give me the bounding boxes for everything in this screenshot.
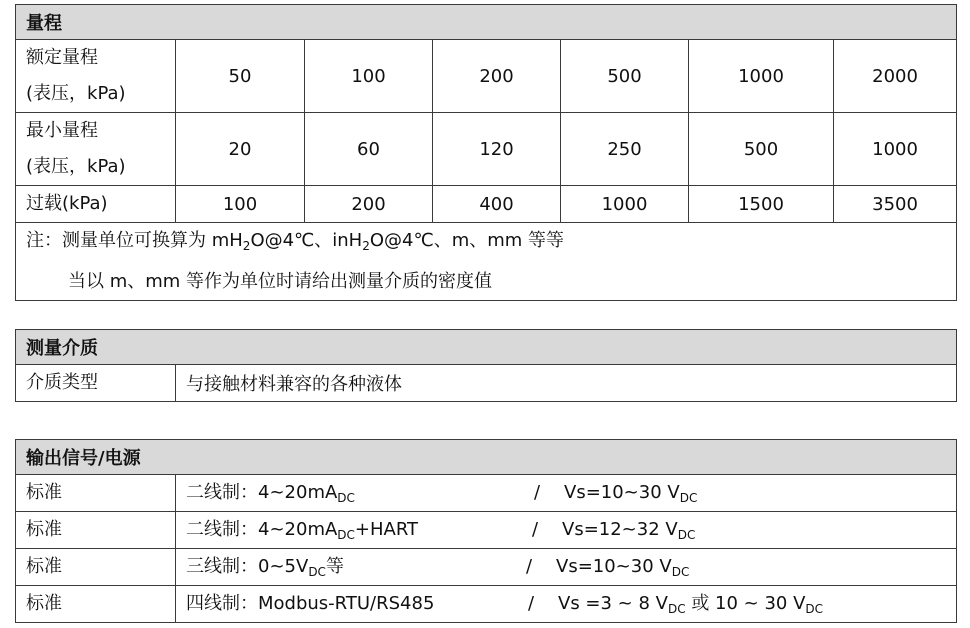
output-row-label: 标准: [16, 475, 176, 512]
min-range-value: 120: [433, 113, 561, 186]
output-row-label: 标准: [16, 512, 176, 549]
overload-value: 200: [305, 186, 433, 223]
min-range-value: 1000: [834, 113, 957, 186]
output-row-value: [176, 512, 957, 549]
supply-text: Vs=12~32 $V_{DC}$: [562, 519, 696, 542]
separator: /: [528, 593, 535, 614]
output-row-value: [176, 475, 957, 512]
overload-value: 100: [176, 186, 305, 223]
min-range-label: 最小量程 (表压，kPa): [16, 113, 176, 186]
medium-table: [15, 329, 957, 402]
signal-text: 四线制：Modbus-RTU/RS485: [186, 593, 435, 614]
min-range-value: 250: [561, 113, 689, 186]
rated-range-value: 2000: [834, 40, 957, 113]
medium-type-label: 介质类型: [16, 365, 176, 402]
medium-type-value: 与接触材料兼容的各种液体: [176, 365, 957, 402]
rated-range-value: 100: [305, 40, 433, 113]
range-note: 注：测量单位可换算为 $mH_2O@4℃$、inH$_2$O@4℃、m、mm 等等 当以 m、mm 等作为单位时请给出测量介质的密度值: [16, 223, 957, 301]
overload-value: 1000: [561, 186, 689, 223]
supply-text: Vs=10~30 $V_{DC}$: [556, 556, 690, 579]
output-table: [15, 439, 957, 623]
min-range-value: 500: [689, 113, 834, 186]
min-range-value: 60: [305, 113, 433, 186]
signal-text: 二线制：$4\sim 20mA_{DC}$: [186, 482, 355, 505]
supply-text: Vs=10~30 $V_{DC}$: [564, 482, 698, 505]
signal-text: 二线制：$4\sim 20mA_{DC}+HART$: [186, 519, 419, 542]
rated-range-value: 1000: [689, 40, 834, 113]
output-row-value: [176, 586, 957, 623]
range-table: [15, 4, 957, 301]
output-row-label: 标准: [16, 586, 176, 623]
min-range-value: 20: [176, 113, 305, 186]
rated-range-value: 500: [561, 40, 689, 113]
overload-value: 1500: [689, 186, 834, 223]
range-title: 量程: [16, 5, 957, 40]
output-title: 输出信号/电源: [16, 440, 957, 475]
overload-value: 3500: [834, 186, 957, 223]
medium-title: 测量介质: [16, 330, 957, 365]
separator: /: [526, 556, 533, 577]
rated-range-value: 200: [433, 40, 561, 113]
separator: /: [532, 519, 539, 540]
rated-range-value: 50: [176, 40, 305, 113]
rated-range-label: 额定量程 (表压，kPa): [16, 40, 176, 113]
overload-label: 过载(kPa): [16, 186, 176, 223]
signal-text: 三线制：$0\sim 5V_{DC}$等: [186, 556, 344, 579]
supply-text: Vs =3 ~ 8 $V_{DC}$ 或 10 ~ 30 $V_{DC}$: [558, 593, 824, 616]
separator: /: [534, 482, 541, 503]
output-row-label: 标准: [16, 549, 176, 586]
output-row-value: [176, 549, 957, 586]
overload-value: 400: [433, 186, 561, 223]
